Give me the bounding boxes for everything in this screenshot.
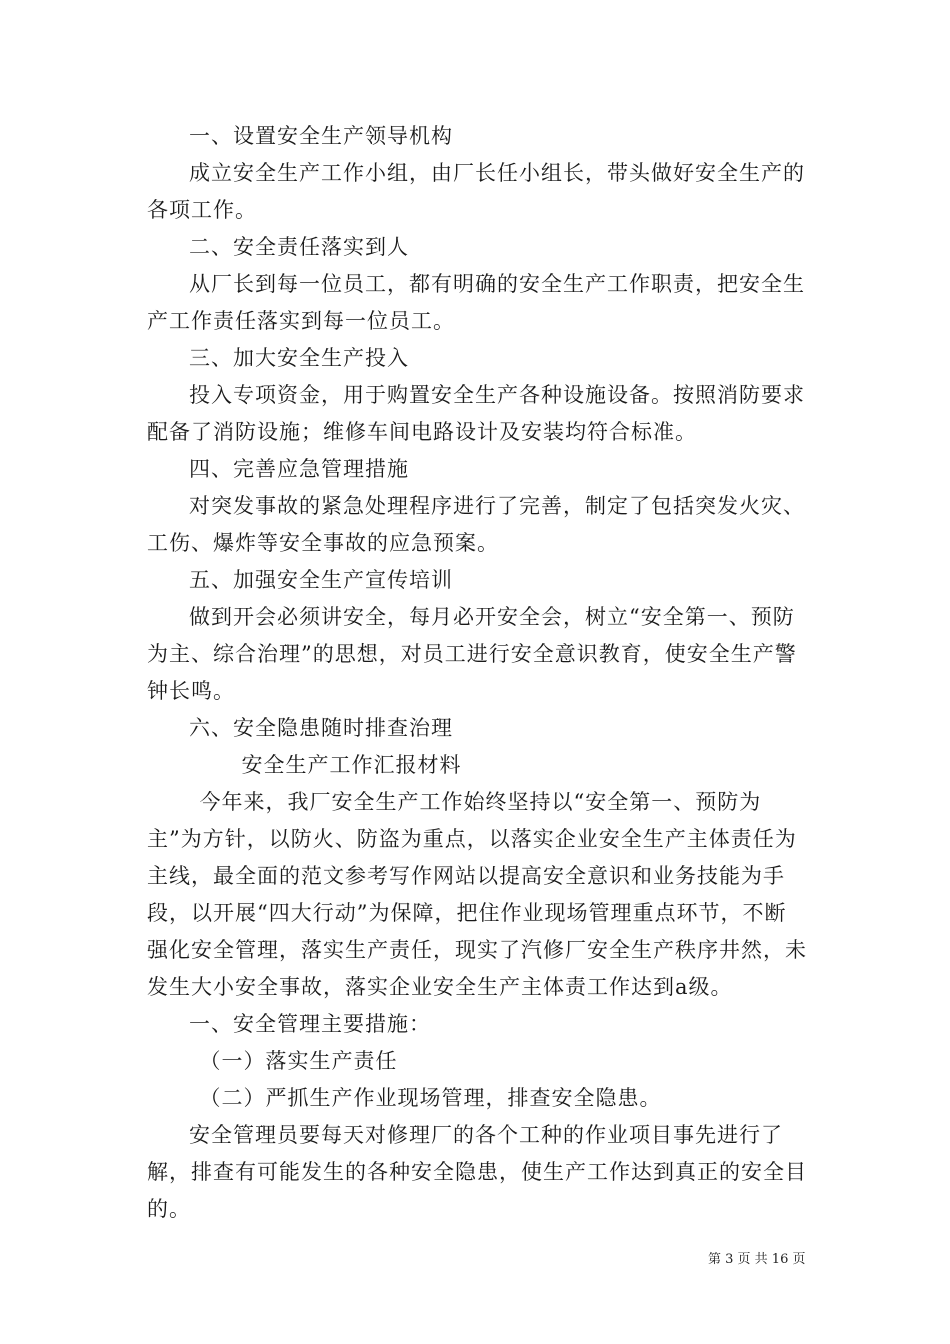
heading-measures: 一、安全管理主要措施： <box>189 1012 431 1036</box>
paragraph: 对突发事故的紧急处理程序进行了完善，制定了包括突发火灾、工伤、爆炸等安全事故的应急预案。 <box>147 494 805 555</box>
paragraph-intro: 今年来，我厂安全生产工作始终坚持以“安全第一、预防为主”为方针，以防火、防盗为重点，以落实企业安全生产主体责任为主线，最全面的范文参考写作网站以提高安全意识和业务技能为手段，以开展“四大行动”为保障，把住作业现场管理重点环节，不断强化安全管理，落实生产责任，现实了汽修厂安全生产秩序井然，未发生大小安全事故，落实企业安全生产主体责工作达到a级。 <box>147 790 807 999</box>
heading-section-6: 六、安全隐患随时排查治理 <box>189 716 453 740</box>
paragraph: 从厂长到每一位员工，都有明确的安全生产工作职责，把安全生产工作责任落实到每一位员工。 <box>147 272 805 333</box>
heading-section-4: 四、完善应急管理措施 <box>189 457 409 481</box>
paragraph: 安全管理员要每天对修理厂的各个工种的作业项目事先进行了解，排查有可能发生的各种安全隐患，使生产工作达到真正的安全目的。 <box>147 1123 807 1221</box>
heading-section-1: 一、设置安全生产领导机构 <box>189 124 453 148</box>
paragraph: 做到开会必须讲安全，每月必开安全会，树立“安全第一、预防为主、综合治理”的思想，对员工进行安全意识教育，使安全生产警钟长鸣。 <box>147 605 797 703</box>
paragraph: 投入专项资金，用于购置安全生产各种设施设备。按照消防要求配备了消防设施；维修车间电路设计及安装均符合标准。 <box>147 383 805 444</box>
page-number-footer: 第 3 页 共 16 页 <box>708 1252 806 1267</box>
subheading-1: （一）落实生产责任 <box>199 1049 398 1073</box>
heading-section-2: 二、安全责任落实到人 <box>189 235 409 259</box>
document-title: 安全生产工作汇报材料 <box>241 753 462 777</box>
paragraph: 成立安全生产工作小组，由厂长任小组长，带头做好安全生产的各项工作。 <box>147 161 805 222</box>
heading-section-3: 三、加大安全生产投入 <box>189 346 409 370</box>
subheading-2: （二）严抓生产作业现场管理，排查安全隐患。 <box>199 1086 662 1110</box>
heading-section-5: 五、加强安全生产宣传培训 <box>189 568 453 592</box>
document-body <box>147 118 807 1228</box>
